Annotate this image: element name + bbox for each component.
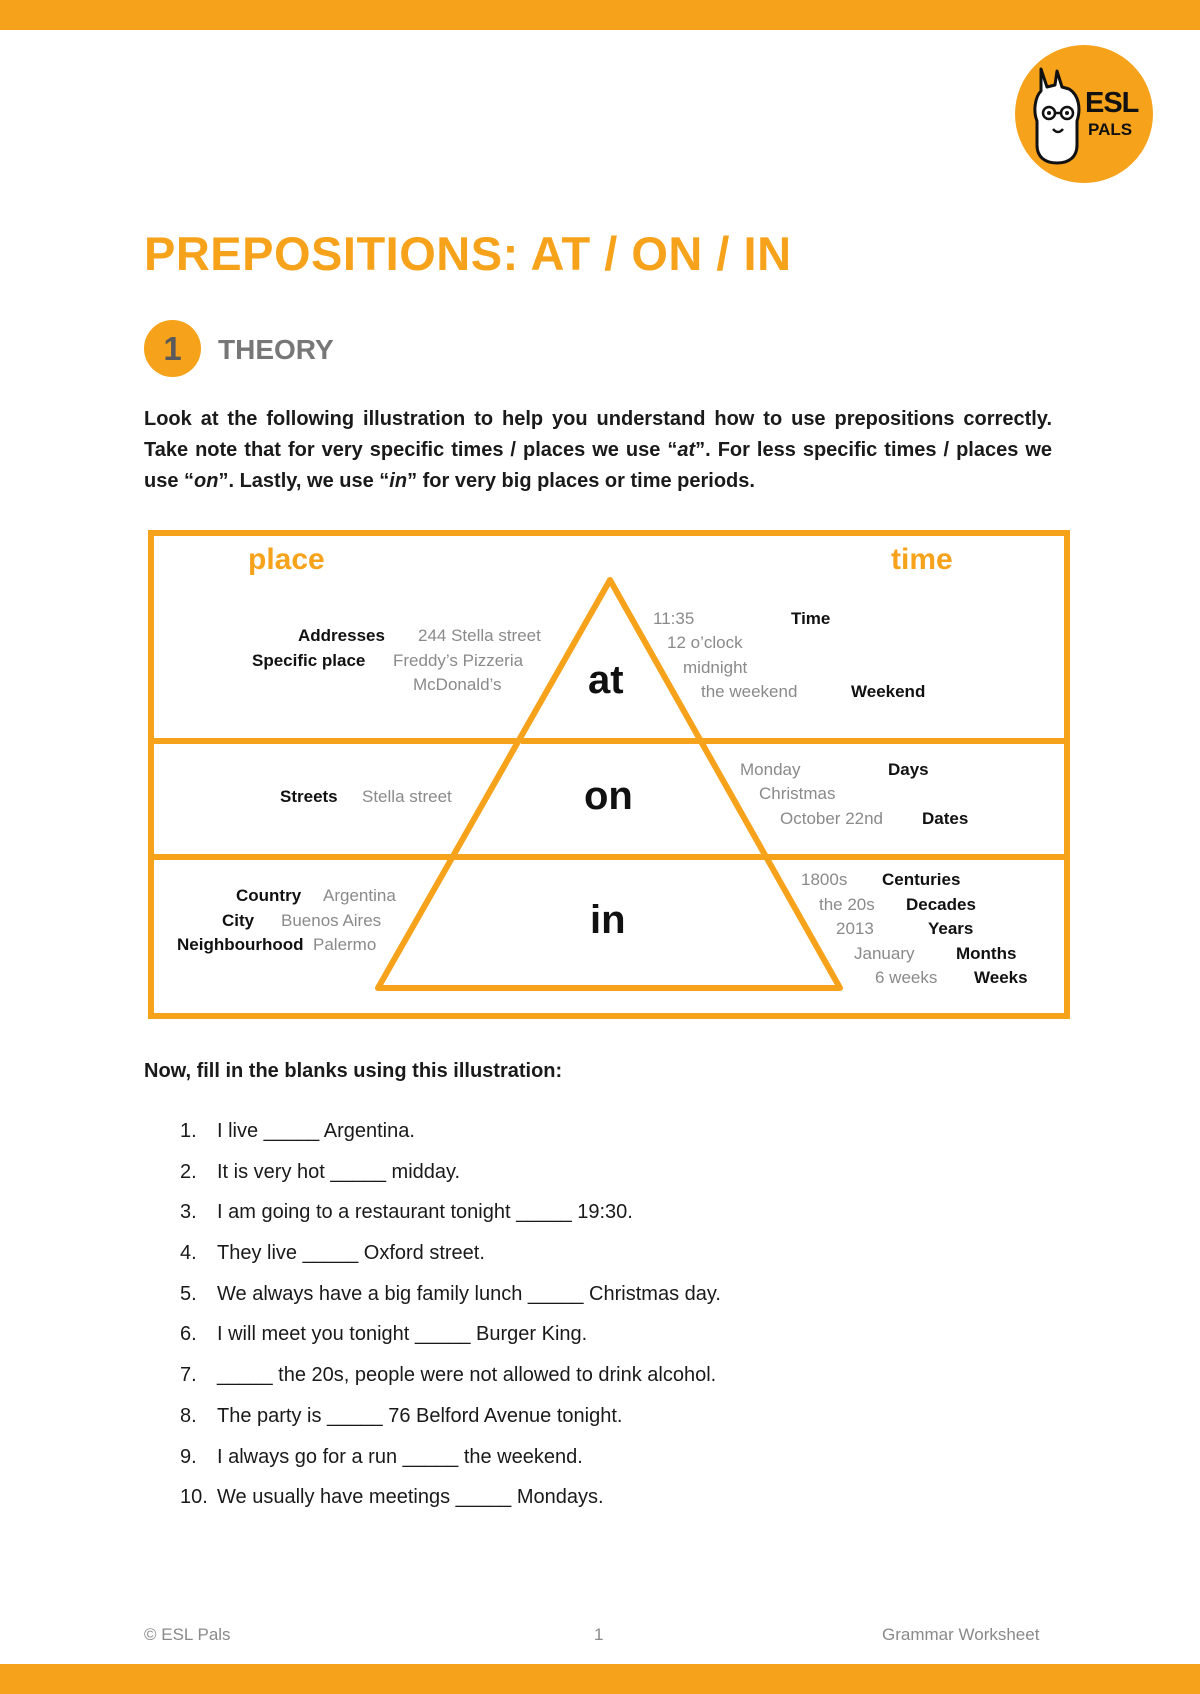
exercise-item [180, 1120, 721, 1161]
time-example: midnight [683, 658, 748, 677]
place-category: Specific place [252, 651, 366, 670]
place-example: McDonald’s [413, 675, 502, 694]
item-number: 5. [180, 1282, 197, 1305]
top-accent-bar [0, 0, 1200, 30]
time-example: Monday [740, 760, 801, 779]
item-sentence: It is very hot _____ midday. [217, 1160, 461, 1183]
item-sentence: We usually have meetings _____ Mondays. [217, 1486, 604, 1509]
intro-emph-on: on [194, 470, 219, 492]
place-example: Buenos Aires [281, 911, 382, 930]
time-category: Weekend [851, 682, 926, 701]
exercise-item [180, 1283, 721, 1324]
place-example: Freddy’s Pizzeria [393, 651, 524, 670]
item-number: 3. [180, 1201, 197, 1224]
item-number: 2. [180, 1160, 197, 1183]
time-example: the weekend [701, 682, 798, 701]
time-category: Centuries [882, 870, 961, 889]
intro-text-2: ”. For less specific times / places we use “ [144, 439, 1053, 492]
intro-emph-in: in [389, 470, 408, 492]
place-category: Country [236, 886, 302, 905]
exercise-item [180, 1405, 721, 1446]
place-heading: place [248, 543, 325, 576]
time-example: 12 o’clock [667, 633, 743, 652]
exercise-item [180, 1486, 721, 1527]
intro-text-1: Look at the following illustration to help you understand how to use prepositions correctly. Take note that for very specific times / places we use “ [144, 408, 1052, 461]
esl-pals-logo [1015, 45, 1153, 183]
time-example: 11:35 [653, 609, 695, 628]
intro-text-3: ”. Lastly, we use “ [218, 470, 390, 492]
intro-emph-at: at [677, 439, 696, 461]
place-example: Stella street [362, 787, 452, 806]
intro-paragraph [144, 404, 1052, 497]
item-number: 4. [180, 1242, 197, 1265]
intro-text-4: ” for very big places or time periods. [407, 470, 755, 492]
time-example: the 20s [819, 895, 875, 914]
prep-in: in [590, 898, 626, 942]
place-example: 244 Stella street [418, 626, 541, 645]
item-sentence: They live _____ Oxford street. [217, 1242, 485, 1265]
time-category: Weeks [974, 968, 1028, 987]
page-title: PREPOSITIONS: AT / ON / IN [144, 227, 792, 280]
item-number: 8. [180, 1404, 197, 1427]
footer-doc-type: Grammar Worksheet [882, 1625, 1040, 1644]
section-title: THEORY [218, 334, 334, 365]
footer-copyright: © ESL Pals [144, 1625, 231, 1644]
item-sentence: We always have a big family lunch _____ Christmas day. [217, 1282, 721, 1305]
prep-on: on [584, 774, 633, 818]
exercise-item [180, 1242, 721, 1283]
time-category: Days [888, 760, 929, 779]
section-number: 1 [144, 320, 201, 377]
item-sentence: I live _____ Argentina. [217, 1120, 415, 1142]
item-number: 9. [180, 1445, 197, 1468]
place-example: Argentina [323, 886, 396, 905]
time-example: October 22nd [780, 809, 884, 828]
place-category: Streets [280, 787, 338, 806]
exercise-item [180, 1323, 721, 1364]
time-example: 2013 [836, 919, 874, 938]
item-number: 7. [180, 1364, 197, 1387]
item-sentence: I am going to a restaurant tonight _____ 19:30. [217, 1201, 633, 1224]
prepositions-diagram [148, 530, 1070, 1019]
exercise-item [180, 1364, 721, 1405]
time-heading: time [891, 543, 953, 576]
footer-page-number: 1 [594, 1625, 604, 1644]
time-category: Time [791, 609, 831, 628]
item-sentence: I will meet you tonight _____ Burger King. [217, 1323, 588, 1346]
time-example: 1800s [801, 870, 848, 889]
item-number: 1. [180, 1120, 197, 1142]
exercise-list [180, 1120, 721, 1527]
bottom-accent-bar [0, 1664, 1200, 1694]
time-category: Dates [922, 809, 969, 828]
exercise-item [180, 1161, 721, 1202]
exercise-instructions: Now, fill in the blanks using this illustration: [144, 1060, 563, 1082]
time-example: January [854, 944, 915, 963]
logo-text-pals: PALS [1088, 120, 1133, 139]
item-sentence: The party is _____ 76 Belford Avenue tonight. [217, 1404, 623, 1427]
place-category: Addresses [298, 626, 385, 645]
time-category: Months [956, 944, 1017, 963]
time-category: Decades [906, 895, 976, 914]
item-sentence: _____ the 20s, people were not allowed to drink alcohol. [217, 1364, 717, 1387]
place-example: Palermo [313, 935, 377, 954]
logo-text-esl: ESL [1085, 87, 1139, 119]
time-category: Years [928, 919, 974, 938]
item-number: 10. [180, 1486, 208, 1509]
time-example: 6 weeks [875, 968, 938, 987]
place-category: City [222, 911, 255, 930]
item-number: 6. [180, 1323, 197, 1346]
item-sentence: I always go for a run _____ the weekend. [217, 1445, 583, 1468]
llama-icon [1029, 65, 1089, 165]
prep-at: at [588, 658, 624, 702]
time-example: Christmas [759, 784, 836, 803]
exercise-item [180, 1201, 721, 1242]
place-category: Neighbourhood [177, 935, 304, 954]
exercise-item [180, 1446, 721, 1487]
